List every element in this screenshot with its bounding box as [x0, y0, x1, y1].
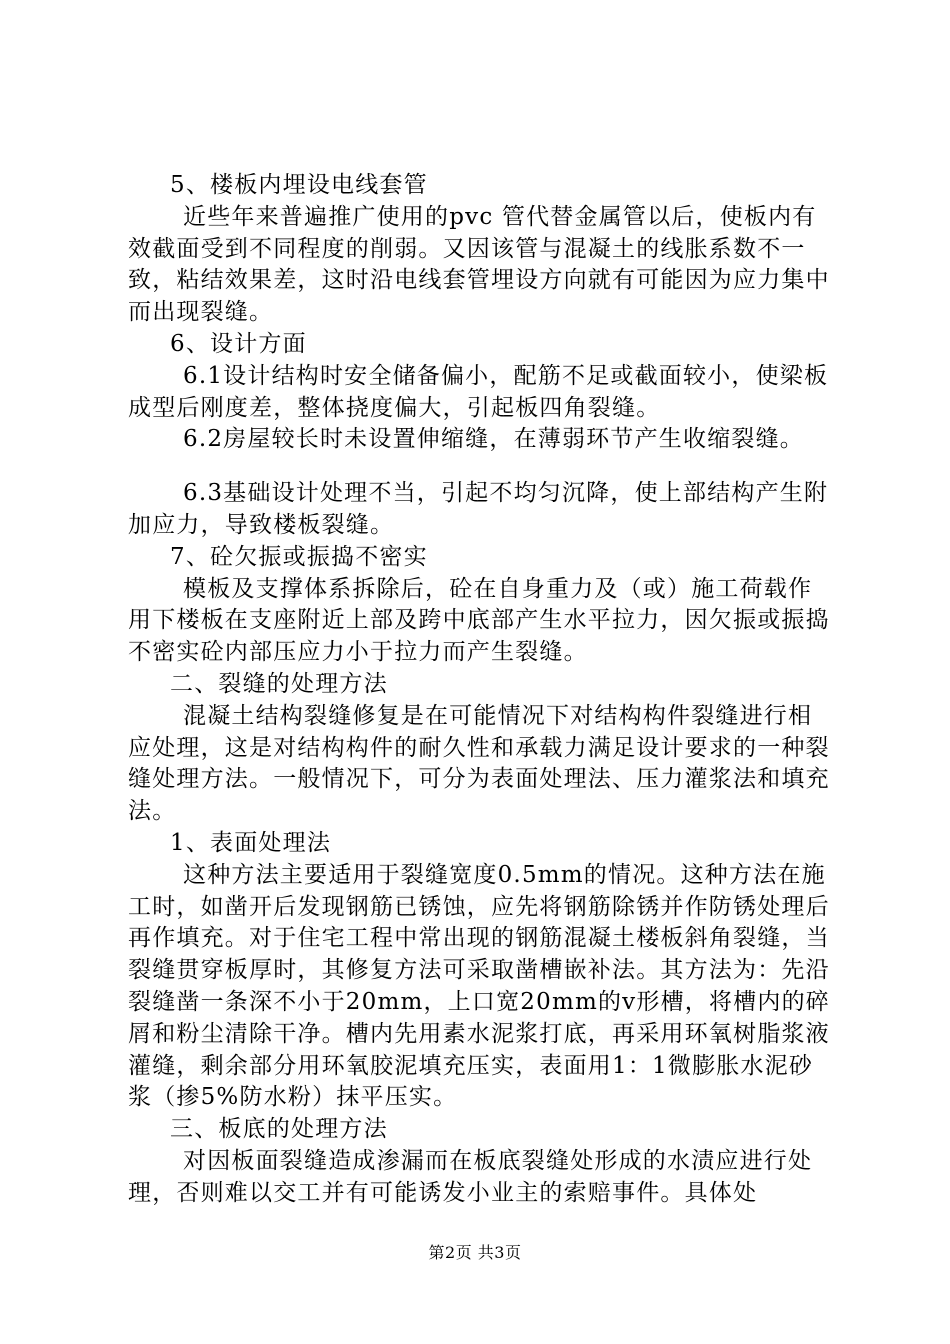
section-heading: 三、板底的处理方法	[170, 1116, 388, 1143]
section-heading: 6、设计方面	[170, 330, 307, 357]
section-heading: 7、砼欠振或振捣不密实	[170, 543, 428, 570]
body-paragraph: 近些年来普遍推广使用的pvc 管代替金属管以后，使板内有效截面受到不同程度的削弱。又因该管与混凝土的线胀系数不一致，粘结效果差，这时沿电线套管埋设方向就有可能因为应力集中而出现裂缝。	[128, 203, 830, 326]
section-heading: 二、裂缝的处理方法	[170, 670, 388, 697]
body-paragraph: 6.1设计结构时安全储备偏小，配筋不足或截面较小，使梁板成型后刚度差，整体挠度偏大，引起板四角裂缝。	[128, 362, 829, 421]
section-heading: 5、楼板内埋设电线套管	[170, 172, 428, 198]
body-paragraph: 6.3基础设计处理不当，引起不均匀沉降，使上部结构产生附加应力，导致楼板裂缝。	[128, 480, 829, 538]
section-heading: 1、表面处理法	[170, 829, 332, 856]
page-number-footer: 第2页 共3页	[428, 1243, 522, 1262]
body-paragraph: 6.2房屋较长时未设置伸缩缝，在薄弱环节产生收缩裂缝。	[183, 426, 804, 453]
body-paragraph: 模板及支撑体系拆除后，砼在自身重力及（或）施工荷载作用下楼板在支座附近上部及跨中底部产生水平拉力，因欠振或振捣不密实砼内部压应力小于拉力而产生裂缝。	[128, 575, 830, 666]
body-paragraph: 对因板面裂缝造成渗漏而在板底裂缝处形成的水渍应进行处理，否则难以交工并有可能诱发小业主的索赔事件。具体处	[128, 1147, 813, 1206]
document-body	[128, 170, 834, 1210]
body-paragraph: 这种方法主要适用于裂缝宽度0.5mm的情况。这种方法在施工时，如凿开后发现钢筋已锈蚀，应先将钢筋除锈并作防锈处理后再作填充。对于住宅工程中常出现的钢筋混凝土楼板斜角裂缝，当裂缝贯穿板厚时，其修复方法可采取凿槽嵌补法。其方法为：先沿裂缝凿一条深不小于20mm，上口宽20mm的v形槽，将槽内的碎屑和粉尘清除干净。槽内先用素水泥浆打底，再采用环氧树脂浆液灌缝，剩余部分用环氧胶泥填充压实，表面用1：1微膨胀水泥砂浆（掺5%防水粉）抹平压实。	[128, 861, 830, 1111]
body-paragraph: 混凝土结构裂缝修复是在可能情况下对结构构件裂缝进行相应处理，这是对结构构件的耐久性和承载力满足设计要求的一种裂缝处理方法。一般情况下，可分为表面处理法、压力灌浆法和填充法。	[128, 702, 830, 825]
